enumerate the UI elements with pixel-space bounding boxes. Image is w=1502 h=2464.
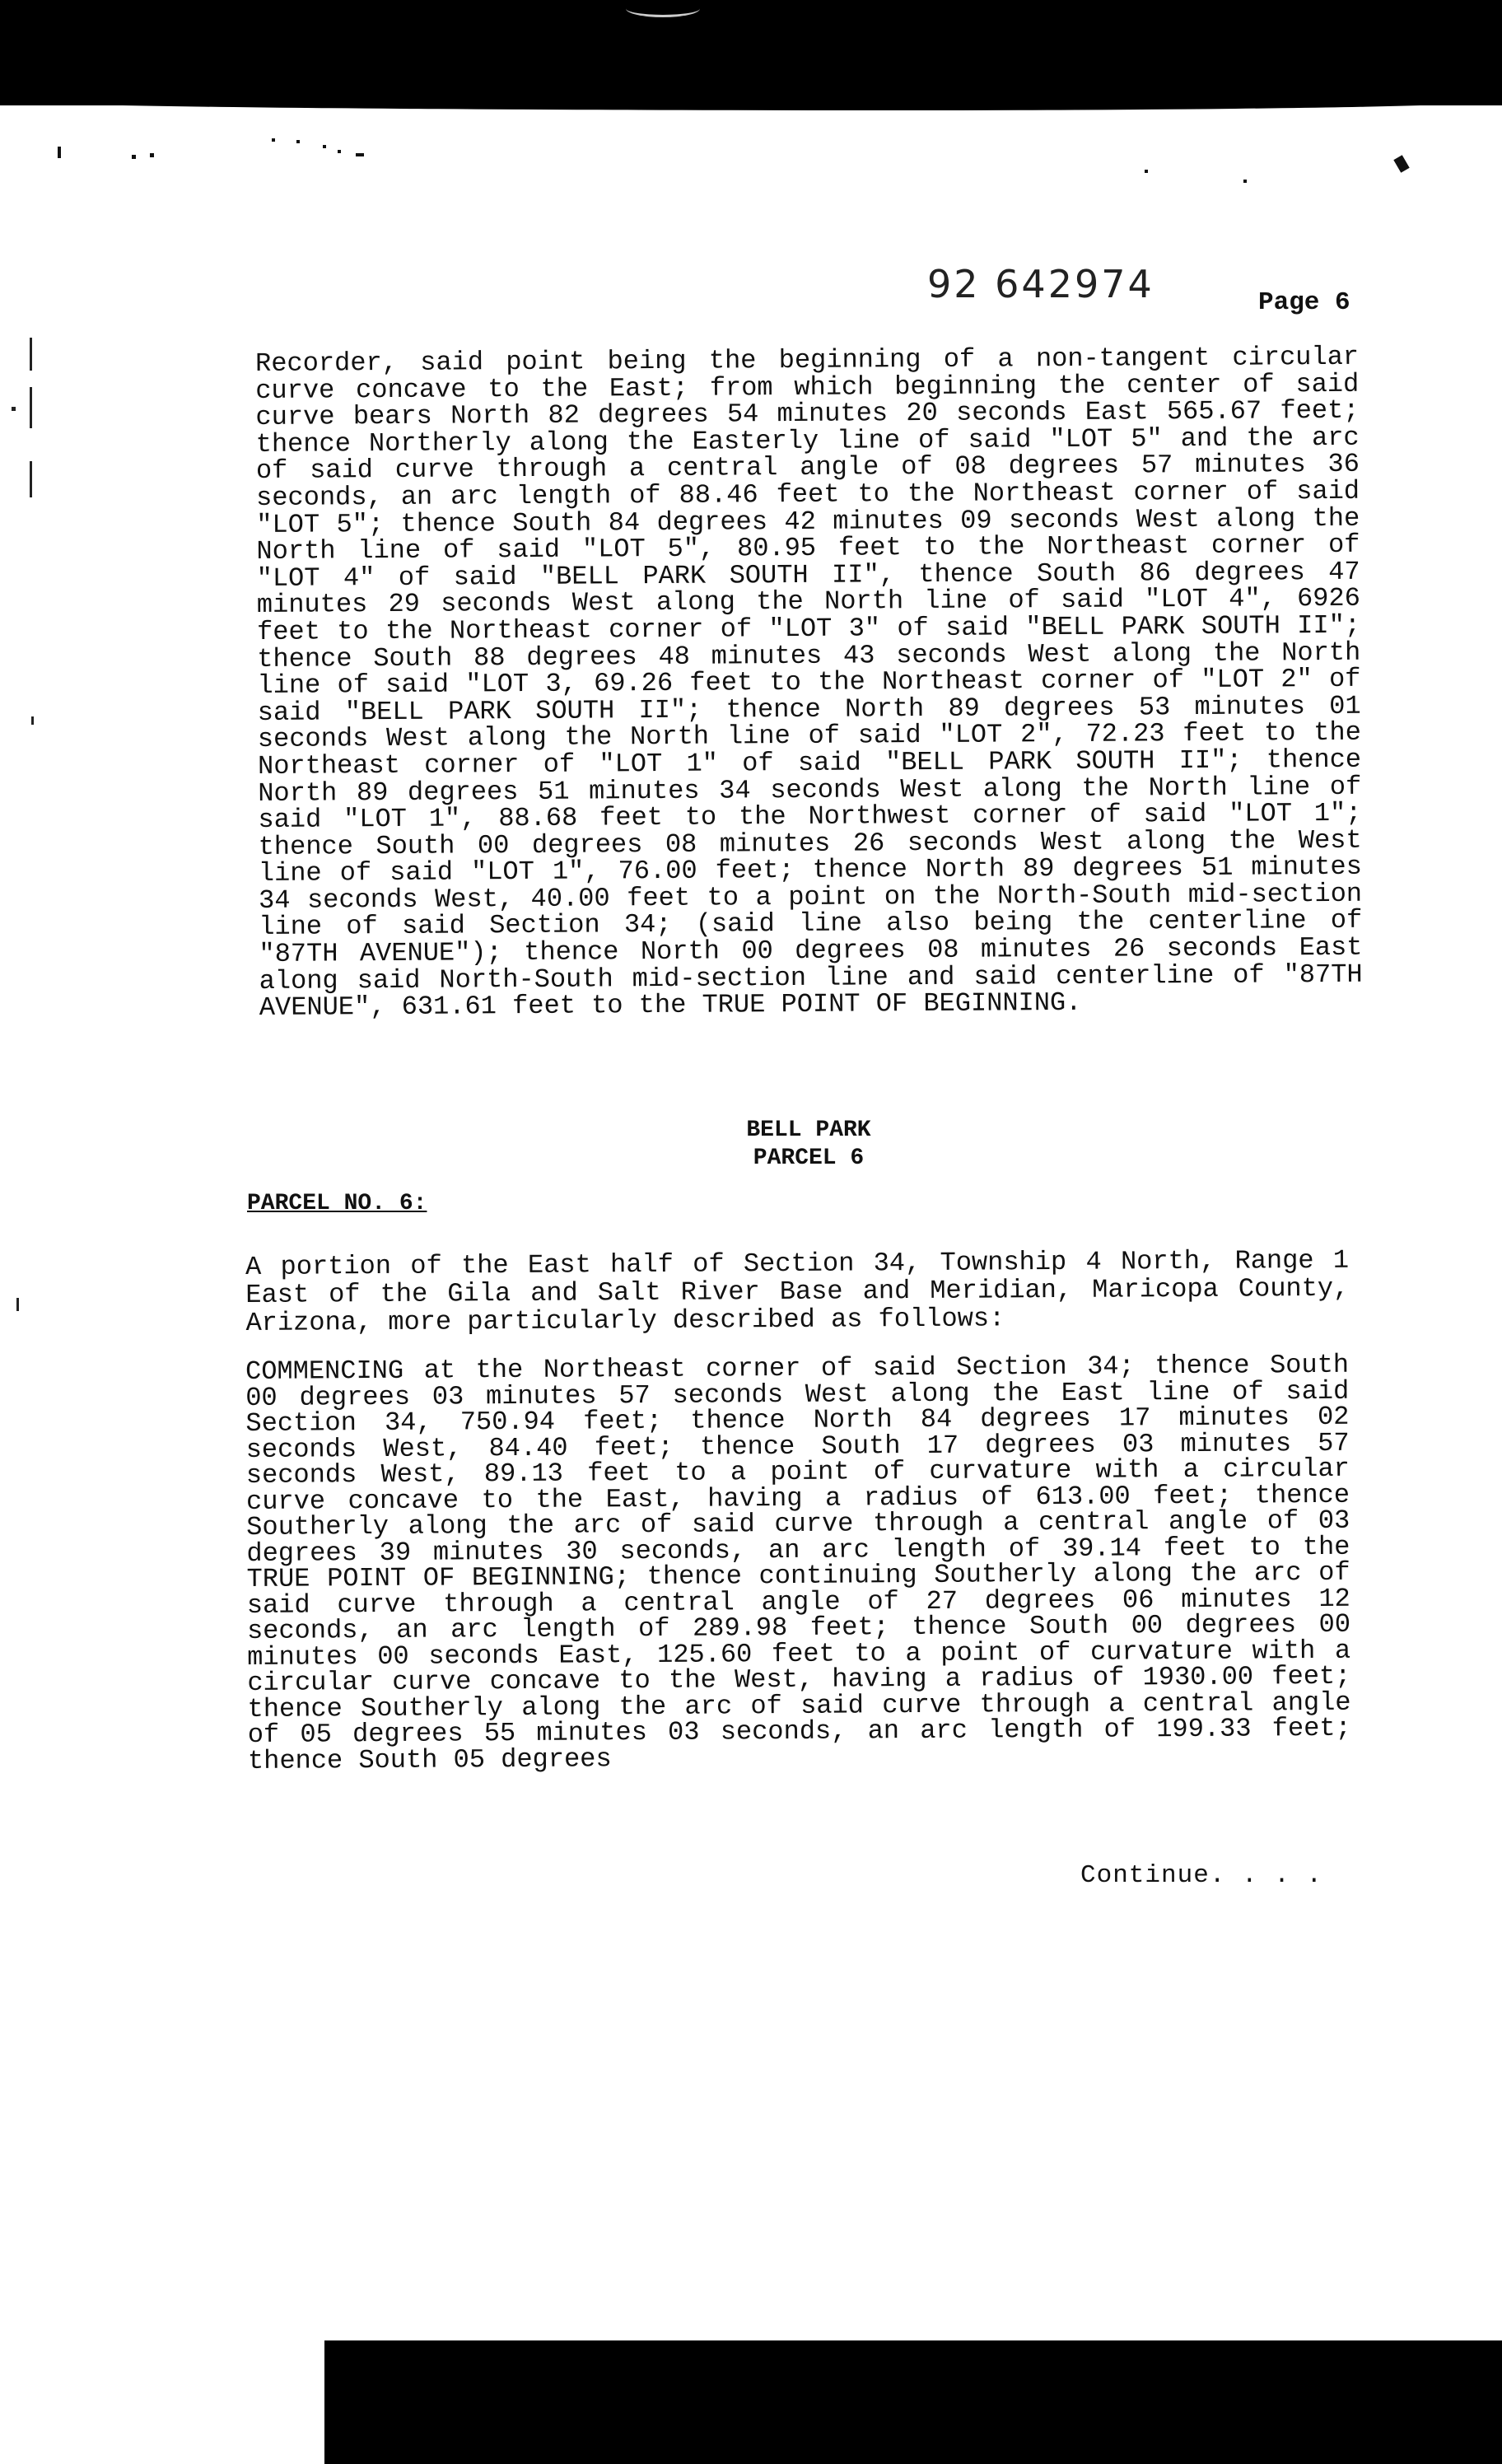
continue-note: Continue. . . .	[1080, 1861, 1323, 1890]
scan-speck	[1145, 170, 1148, 173]
scan-speck	[1393, 155, 1409, 173]
parcel-number-label: PARCEL NO. 6:	[247, 1191, 427, 1216]
scan-speck	[1243, 180, 1247, 183]
parcel-description-paragraph: COMMENCING at the Northeast corner of said Section 34; thence South 00 degrees 03 minutes 57 seconds West along the East line of said Section 34, 750.94 feet; thence North 84 degrees 17 minutes 02 seconds West, 84.40 feet; thence South 17 degrees 03 minutes 57 seconds West, 89.13 feet to a point of curvature with a circular curve concave to the East, having a radius of 613.00 feet; thence Southerly along the arc of said curve through a central angle of 03 degrees 39 minutes 30 seconds, an arc length of 39.14 feet to the TRUE POINT OF BEGINNING; thence continuing Southerly along the arc of said curve through a central angle of 27 degrees 06 minutes 12 seconds, an arc length of 289.98 feet; thence South 00 degrees 00 minutes 00 seconds East, 125.60 feet to a point of curvature with a circular curve concave to the West, having a radius of 1930.00 feet; thence Southerly along the arc of said curve through a central angle of 05 degrees 55 minutes 03 seconds, an arc length of 199.33 feet; thence South 05 degrees	[245, 1349, 1351, 1776]
binder-mark	[30, 461, 32, 497]
scan-speck	[356, 153, 364, 156]
binder-mark	[30, 338, 32, 371]
scan-speck	[272, 138, 275, 142]
recording-number: 92 642974	[927, 262, 1154, 306]
legal-description-paragraph: Recorder, said point being the beginning of a non-tangent circular curve concave to the East; from which beginning the center of said curve bears North 82 degrees 54 minutes 20 seconds East 565.67 feet; thence Northerly along the Easterly line of said "LOT 5" and the arc of said curve through a central angle of 08 degrees 57 minutes 36 seconds, an arc length of 88.46 feet to the Northeast corner of said "LOT 5"; thence South 84 degrees 42 minutes 09 seconds West along the North line of said "LOT 5", 80.95 feet to the Northeast corner of "LOT 4" of said "BELL PARK SOUTH II", thence South 86 degrees 47 minutes 29 seconds West along the North line of said "LOT 4", 6926 feet to the Northeast corner of "LOT 3" of said "BELL PARK SOUTH II"; thence South 88 degrees 48 minutes 43 seconds West along the North line of said "LOT 3, 69.26 feet to the Northeast corner of "LOT 2" of said "BELL PARK SOUTH II"; thence North 89 degrees 53 minutes 01 seconds West along the North line of said "LOT 2", 72.23 feet to the Northeast corner of "LOT 1" of said "BELL PARK SOUTH II"; thence North 89 degrees 51 minutes 34 seconds West along the North line of said "LOT 1", 88.68 feet to the Northwest corner of said "LOT 1"; thence South 00 degrees 08 minutes 26 seconds West along the West line of said "LOT 1", 76.00 feet; thence North 89 degrees 51 minutes 34 seconds West, 40.00 feet to a point on the North-South mid-section line of said Section 34; (said line also being the centerline of "87TH AVENUE"); thence North 00 degrees 08 minutes 26 seconds East along said North-South mid-section line and said centerline of "87TH AVENUE", 631.61 feet to the TRUE POINT OF BEGINNING.	[254, 341, 1363, 1024]
scan-speck	[132, 155, 136, 159]
binder-mark	[16, 1298, 19, 1311]
section-subheading: PARCEL 6	[753, 1146, 865, 1171]
scan-speck	[338, 150, 341, 153]
scan-speck	[58, 147, 61, 158]
page-number: Page 6	[1258, 288, 1350, 317]
scan-speck	[323, 145, 326, 148]
binder-mark	[31, 716, 34, 725]
parcel-intro-paragraph: A portion of the East half of Section 34, Township 4 North, Range 1 East of the Gila and Salt River Base and Meridian, Maricopa County, Arizona, more particularly described as follows:	[245, 1244, 1350, 1338]
scan-speck	[150, 153, 154, 157]
scan-border-top	[0, 0, 1502, 105]
scan-speck	[296, 140, 300, 143]
scan-border-bottom	[324, 2340, 1502, 2464]
binder-mark	[30, 387, 32, 428]
binder-mark	[12, 407, 16, 411]
section-heading: BELL PARK	[746, 1118, 871, 1143]
